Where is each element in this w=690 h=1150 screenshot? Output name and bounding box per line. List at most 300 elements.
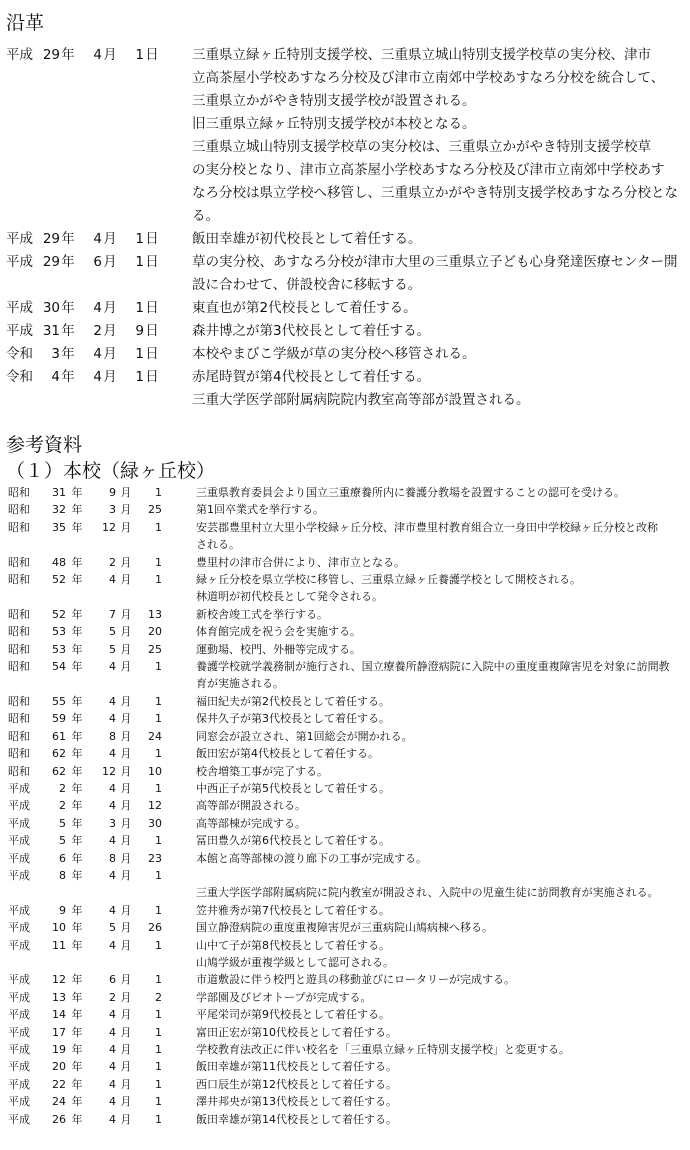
reference-text [196, 745, 690, 762]
date-era: 平成 [8, 973, 30, 987]
reference-date [8, 519, 196, 536]
reference-row [8, 937, 690, 972]
reference-date [8, 693, 196, 710]
reference-line: 豊里村の津市合併により、津市立となる。 [196, 555, 405, 569]
date-day: 1 [155, 486, 162, 499]
reference-list [8, 484, 690, 1128]
reference-date [8, 989, 196, 1006]
date-day: 12 [148, 799, 162, 813]
history-line: の実分校となり、津市立高茶屋小学校あすなろ分校及び津市立南郊中学校あす [192, 162, 665, 178]
date-m: 月 [120, 747, 132, 761]
reference-date [8, 815, 196, 832]
history-text [192, 228, 690, 251]
date-year: 30 [42, 300, 60, 316]
history-row [6, 343, 690, 366]
date-y: 年 [71, 573, 83, 587]
date-y: 年 [61, 300, 75, 316]
date-m: 月 [120, 1008, 132, 1022]
reference-line: 富田正宏が第10代校長として着任する。 [196, 1025, 397, 1039]
date-m: 月 [120, 1095, 132, 1109]
date-y: 年 [71, 1077, 83, 1091]
date-month: 4 [93, 369, 102, 385]
reference-line: 学校教育法改正に伴い校名を「三重県立緑ヶ丘特別支援学校」と変更する。 [196, 1043, 570, 1056]
date-month: 2 [93, 323, 102, 339]
date-month: 4 [93, 346, 102, 362]
reference-date [8, 1058, 196, 1075]
date-y: 年 [71, 747, 83, 761]
date-month: 2 [109, 555, 116, 569]
reference-line: 福田紀夫が第2代校長として着任する。 [196, 694, 390, 708]
history-line: 飯田幸雄が初代校長として着任する。 [192, 231, 422, 247]
date-day: 1 [135, 300, 144, 316]
date-era: 昭和 [8, 747, 30, 761]
date-month: 4 [109, 799, 116, 813]
reference-line: 保井久子が第3代校長として着任する。 [196, 712, 390, 726]
reference-text [196, 1041, 690, 1058]
reference-line: 山中て子が第8代校長として着任する。 [196, 938, 390, 952]
date-month: 4 [109, 1112, 116, 1126]
date-m: 月 [120, 642, 132, 656]
reference-line: 体育館完成を祝う会を実施する。 [196, 625, 361, 639]
date-m: 月 [120, 1025, 132, 1039]
date-year: 3 [51, 346, 60, 362]
date-year: 53 [52, 642, 66, 656]
date-day: 1 [155, 573, 162, 587]
reference-row [8, 519, 690, 554]
date-era: 昭和 [8, 607, 30, 621]
date-month: 4 [109, 694, 116, 708]
date-m: 月 [120, 781, 132, 795]
date-era: 平成 [6, 47, 33, 63]
date-y: 年 [71, 694, 83, 708]
date-year: 59 [52, 712, 66, 726]
date-m: 月 [103, 369, 117, 385]
date-m: 月 [120, 851, 132, 865]
date-year: 14 [52, 1008, 66, 1022]
history-list [6, 44, 690, 412]
date-month: 12 [102, 764, 116, 778]
date-year: 29 [42, 254, 60, 270]
reference-row [8, 815, 690, 832]
date-m: 月 [120, 1077, 132, 1091]
reference-text [196, 867, 690, 902]
date-day: 1 [155, 1060, 162, 1074]
date-m: 月 [120, 573, 132, 587]
reference-text [196, 554, 690, 571]
date-year: 52 [52, 573, 66, 587]
date-month: 4 [93, 47, 102, 63]
date-d: 日 [145, 300, 159, 316]
date-era: 平成 [8, 1060, 30, 1074]
reference-line: 本館と高等部棟の渡り廊下の工事が完成する。 [196, 851, 427, 865]
date-era: 平成 [8, 799, 30, 813]
history-date [6, 320, 192, 343]
date-era: 昭和 [8, 503, 30, 517]
date-era: 平成 [8, 990, 30, 1004]
date-era: 平成 [8, 921, 30, 935]
history-line: 旧三重県立緑ヶ丘特別支援学校が本校となる。 [192, 116, 476, 132]
date-day: 1 [155, 903, 162, 917]
reference-line: 学部園及びビオトープが完成する。 [196, 990, 372, 1004]
date-y: 年 [71, 903, 83, 917]
reference-line: 第1回卒業式を挙行する。 [196, 503, 324, 517]
reference-date [8, 606, 196, 623]
reference-line: 西口辰生が第12代校長として着任する。 [196, 1077, 397, 1091]
date-era: 平成 [8, 1025, 30, 1039]
date-y: 年 [71, 607, 83, 621]
date-y: 年 [61, 323, 75, 339]
date-m: 月 [120, 503, 132, 517]
date-day: 1 [135, 369, 144, 385]
date-month: 4 [109, 781, 116, 795]
reference-text [196, 641, 690, 658]
history-row [6, 228, 690, 251]
date-d: 日 [145, 231, 159, 247]
reference-text [196, 710, 690, 727]
date-year: 48 [52, 555, 66, 569]
reference-text [196, 919, 690, 936]
reference-text [196, 623, 690, 640]
history-line: なろ分校は県立学校へ移管し、三重県立かがやき特別支援学校あすなろ分校とな [192, 185, 678, 201]
reference-date [8, 867, 196, 884]
reference-row [8, 763, 690, 780]
reference-line: 育が実施される。 [196, 677, 284, 691]
reference-date [8, 710, 196, 727]
reference-date [8, 484, 196, 501]
date-day: 13 [148, 607, 162, 621]
date-year: 11 [52, 938, 66, 952]
date-month: 4 [109, 573, 116, 587]
history-row [6, 297, 690, 320]
date-year: 29 [42, 47, 60, 63]
date-month: 7 [109, 607, 116, 621]
history-date [6, 297, 192, 320]
reference-date [8, 1041, 196, 1058]
date-month: 4 [109, 938, 116, 952]
reference-date [8, 937, 196, 954]
reference-line: 高等部が開設される。 [196, 799, 306, 813]
reference-text [196, 1076, 690, 1093]
date-month: 4 [93, 300, 102, 316]
date-day: 1 [155, 520, 162, 534]
date-m: 月 [120, 1112, 132, 1126]
history-line: 三重県立緑ヶ丘特別支援学校、三重県立城山特別支援学校草の実分校、津市 [192, 47, 651, 63]
date-month: 4 [109, 903, 116, 917]
history-line: る。 [192, 208, 219, 224]
reference-row [8, 571, 690, 606]
date-day: 1 [155, 747, 162, 761]
date-day: 1 [155, 660, 162, 674]
date-m: 月 [120, 625, 132, 639]
date-day: 1 [135, 346, 144, 362]
date-m: 月 [120, 834, 132, 848]
date-y: 年 [61, 254, 75, 270]
date-day: 30 [148, 816, 162, 830]
history-date [6, 251, 192, 274]
reference-row [8, 971, 690, 988]
date-y: 年 [71, 520, 83, 534]
date-d: 日 [145, 47, 159, 63]
date-month: 4 [109, 1008, 116, 1022]
date-day: 25 [148, 642, 162, 656]
date-year: 9 [59, 903, 66, 917]
date-y: 年 [71, 1025, 83, 1039]
date-month: 8 [109, 851, 116, 865]
date-day: 1 [155, 868, 162, 882]
date-era: 平成 [8, 1043, 30, 1056]
date-month: 12 [102, 520, 116, 534]
history-text [192, 343, 690, 366]
reference-row [8, 554, 690, 571]
reference-date [8, 571, 196, 588]
date-m: 月 [120, 555, 132, 569]
date-y: 年 [71, 868, 83, 882]
history-line: 設に合わせて、併設校舎に移転する。 [192, 277, 422, 293]
reference-date [8, 554, 196, 571]
date-era: 平成 [8, 868, 30, 882]
reference-text [196, 1093, 690, 1110]
reference-line: 運動場、校門、外柵等完成する。 [196, 642, 361, 656]
date-month: 5 [109, 625, 116, 639]
reference-row [8, 832, 690, 849]
date-year: 53 [52, 625, 66, 639]
date-day: 1 [155, 1025, 162, 1039]
reference-text [196, 763, 690, 780]
date-y: 年 [71, 1043, 83, 1056]
date-y: 年 [71, 642, 83, 656]
date-m: 月 [103, 231, 117, 247]
date-year: 5 [59, 834, 66, 848]
date-year: 29 [42, 231, 60, 247]
reference-row [8, 850, 690, 867]
date-month: 5 [109, 921, 116, 935]
reference-text [196, 1111, 690, 1128]
reference-date [8, 832, 196, 849]
date-m: 月 [120, 868, 132, 882]
date-year: 31 [52, 486, 66, 499]
date-era: 平成 [8, 1008, 30, 1022]
subsection-heading-main-campus: （１）本校（緑ヶ丘校） [6, 460, 216, 482]
date-era: 昭和 [8, 642, 30, 656]
date-day: 24 [148, 729, 162, 743]
date-era: 平成 [8, 1095, 30, 1109]
date-m: 月 [120, 903, 132, 917]
reference-date [8, 780, 196, 797]
date-era: 平成 [6, 231, 33, 247]
reference-text [196, 797, 690, 814]
date-y: 年 [71, 1095, 83, 1109]
date-y: 年 [71, 834, 83, 848]
reference-row [8, 710, 690, 727]
date-month: 4 [109, 1077, 116, 1091]
date-month: 4 [109, 712, 116, 726]
reference-text [196, 850, 690, 867]
history-text [192, 44, 690, 228]
date-month: 4 [109, 834, 116, 848]
reference-text [196, 815, 690, 832]
date-day: 1 [155, 694, 162, 708]
date-y: 年 [61, 231, 75, 247]
date-era: 昭和 [8, 729, 30, 743]
date-year: 32 [52, 503, 66, 517]
date-m: 月 [120, 712, 132, 726]
reference-date [8, 658, 196, 675]
reference-line: 笠井雅秀が第7代校長として着任する。 [196, 903, 390, 917]
reference-row [8, 1041, 690, 1058]
date-era: 平成 [8, 851, 30, 865]
date-day: 2 [155, 990, 162, 1004]
reference-row [8, 1024, 690, 1041]
date-era: 平成 [6, 300, 33, 316]
reference-row [8, 780, 690, 797]
reference-date [8, 850, 196, 867]
date-y: 年 [61, 47, 75, 63]
date-era: 昭和 [8, 573, 30, 587]
reference-date [8, 1006, 196, 1023]
date-era: 昭和 [8, 486, 30, 499]
date-d: 日 [145, 323, 159, 339]
date-year: 2 [59, 781, 66, 795]
date-year: 22 [52, 1077, 66, 1091]
date-m: 月 [120, 921, 132, 935]
date-month: 2 [109, 990, 116, 1004]
date-d: 日 [145, 369, 159, 385]
date-y: 年 [71, 973, 83, 987]
date-day: 20 [148, 625, 162, 639]
date-m: 月 [120, 607, 132, 621]
date-y: 年 [71, 503, 83, 517]
reference-line: 冨田豊久が第6代校長として着任する。 [196, 834, 390, 848]
date-year: 26 [52, 1112, 66, 1126]
reference-row [8, 484, 690, 501]
date-day: 10 [148, 764, 162, 778]
date-day: 9 [135, 323, 144, 339]
reference-text [196, 571, 690, 606]
date-year: 35 [52, 520, 66, 534]
date-month: 4 [109, 1043, 116, 1056]
reference-date [8, 1093, 196, 1110]
date-era: 平成 [6, 254, 33, 270]
date-day: 25 [148, 503, 162, 517]
date-month: 4 [109, 868, 116, 882]
date-day: 1 [155, 834, 162, 848]
reference-line: 林道明が初代校長として発令される。 [196, 590, 383, 604]
date-m: 月 [103, 346, 117, 362]
reference-row [8, 1006, 690, 1023]
reference-text [196, 1058, 690, 1075]
reference-line: 国立静澄病院の重度重複障害児が三重病院山鳩病棟へ移る。 [196, 921, 493, 935]
date-era: 平成 [8, 834, 30, 848]
reference-text [196, 606, 690, 623]
date-month: 6 [109, 973, 116, 987]
reference-line: 飯田幸雄が第11代校長として着任する。 [196, 1060, 397, 1074]
reference-line: 養護学校就学義務制が施行され、国立療養所静澄病院に入院中の重度重複障害児を対象に訪問教 [196, 660, 670, 674]
date-year: 2 [59, 799, 66, 813]
reference-row [8, 606, 690, 623]
date-day: 1 [155, 555, 162, 569]
date-day: 1 [135, 231, 144, 247]
reference-date [8, 745, 196, 762]
date-m: 月 [120, 520, 132, 534]
reference-line: 飯田幸雄が第14代校長として着任する。 [196, 1112, 397, 1126]
history-text [192, 251, 690, 297]
reference-date [8, 1076, 196, 1093]
reference-row [8, 641, 690, 658]
reference-date [8, 763, 196, 780]
date-year: 61 [52, 729, 66, 743]
date-y: 年 [71, 781, 83, 795]
date-m: 月 [120, 764, 132, 778]
date-y: 年 [71, 555, 83, 569]
date-y: 年 [71, 625, 83, 639]
reference-text [196, 728, 690, 745]
date-m: 月 [120, 660, 132, 674]
reference-text [196, 1006, 690, 1023]
reference-line: 高等部棟が完成する。 [196, 816, 306, 830]
date-month: 4 [93, 231, 102, 247]
date-era: 平成 [8, 938, 30, 952]
date-y: 年 [71, 851, 83, 865]
date-year: 13 [52, 990, 66, 1004]
date-month: 4 [109, 747, 116, 761]
reference-text [196, 484, 690, 501]
reference-text [196, 971, 690, 988]
date-day: 1 [155, 1095, 162, 1109]
reference-row [8, 623, 690, 640]
date-m: 月 [120, 816, 132, 830]
date-y: 年 [71, 990, 83, 1004]
reference-date [8, 623, 196, 640]
date-y: 年 [71, 1112, 83, 1126]
date-month: 4 [109, 1095, 116, 1109]
date-month: 4 [109, 1060, 116, 1074]
reference-date [8, 728, 196, 745]
date-m: 月 [120, 938, 132, 952]
date-y: 年 [61, 346, 75, 362]
reference-date [8, 902, 196, 919]
reference-text [196, 1024, 690, 1041]
date-y: 年 [71, 712, 83, 726]
date-era: 令和 [6, 369, 33, 385]
date-era: 昭和 [8, 712, 30, 726]
history-text [192, 366, 690, 412]
date-y: 年 [71, 938, 83, 952]
history-line: 三重県立かがやき特別支援学校が設置される。 [192, 93, 476, 109]
date-year: 54 [52, 660, 66, 674]
date-era: 平成 [8, 1077, 30, 1091]
reference-line: 澤井邦央が第13代校長として着任する。 [196, 1095, 397, 1109]
reference-text [196, 832, 690, 849]
date-m: 月 [120, 694, 132, 708]
date-era: 昭和 [8, 694, 30, 708]
date-y: 年 [71, 799, 83, 813]
date-day: 1 [135, 254, 144, 270]
date-day: 1 [155, 1077, 162, 1091]
date-m: 月 [120, 799, 132, 813]
history-date [6, 228, 192, 251]
reference-text [196, 989, 690, 1006]
history-line: 三重県立城山特別支援学校草の実分校は、三重県立かがやき特別支援学校草 [192, 139, 651, 155]
history-line: 赤尾時賀が第4代校長として着任する。 [192, 369, 431, 385]
history-line: 立高茶屋小学校あすなろ分校及び津市立南郊中学校あすなろ分校を統合して、 [192, 70, 665, 86]
reference-line: 校舎増築工事が完了する。 [196, 764, 328, 778]
date-day: 1 [155, 1043, 162, 1056]
history-line: 草の実分校、あすなろ分校が津市大里の三重県立子ども心身発達医療センター開 [192, 254, 678, 270]
date-m: 月 [103, 300, 117, 316]
reference-line [196, 867, 690, 884]
date-month: 9 [109, 486, 116, 499]
date-era: 平成 [8, 781, 30, 795]
